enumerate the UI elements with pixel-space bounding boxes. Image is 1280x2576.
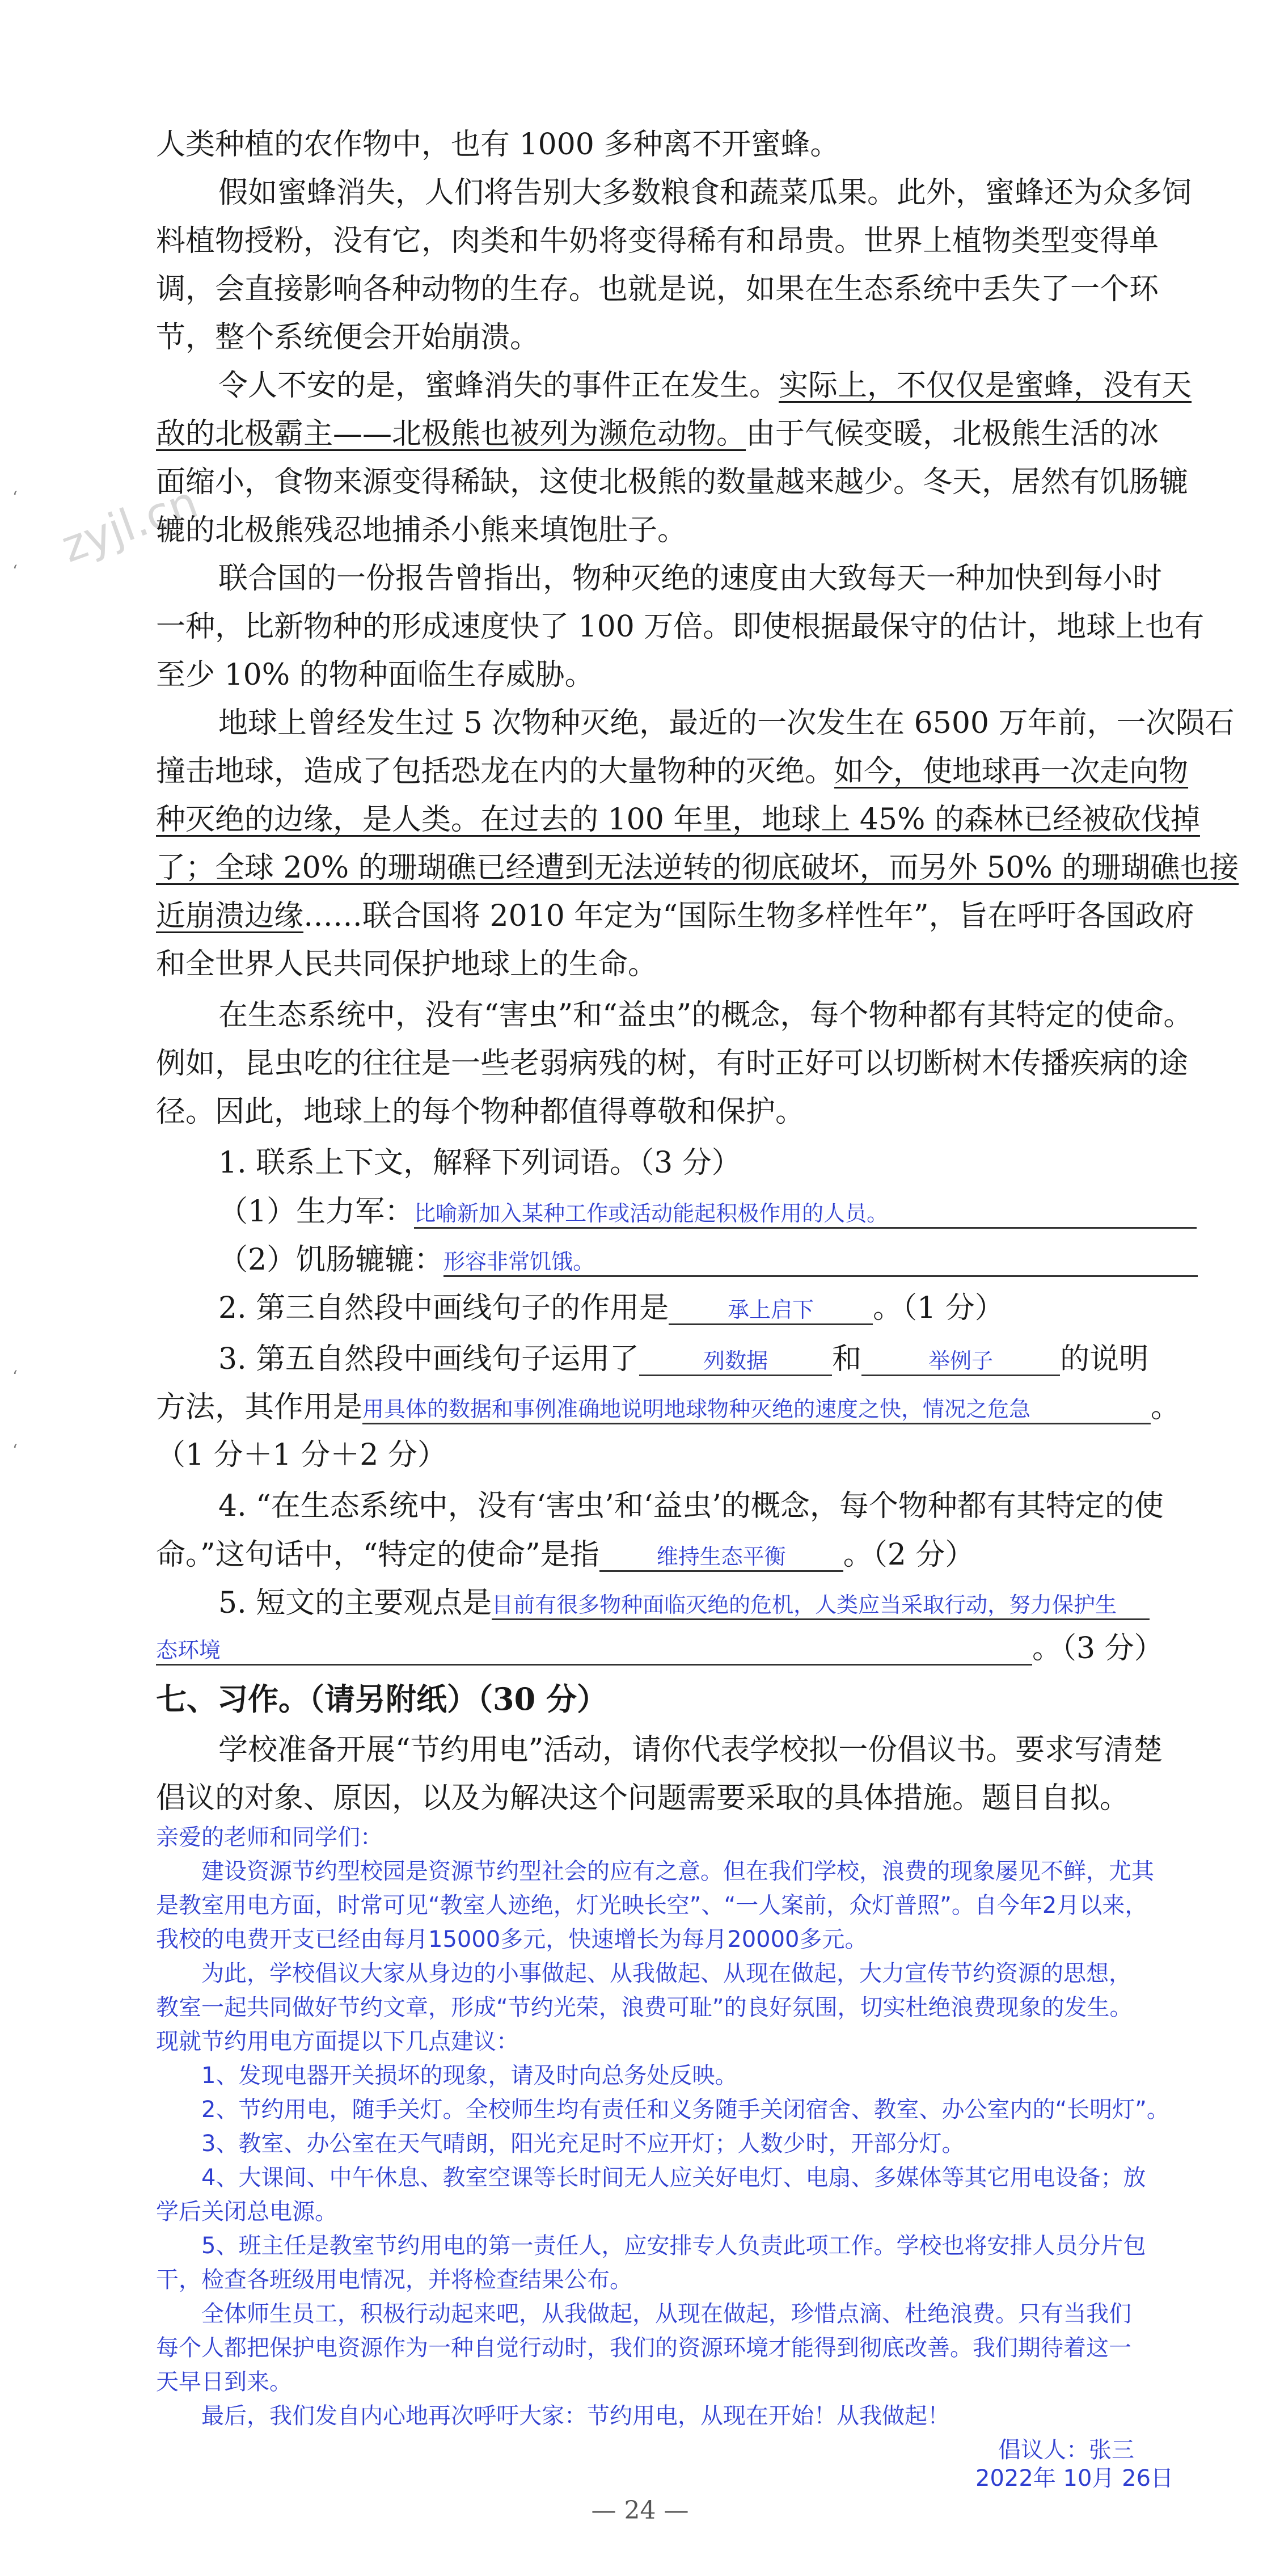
passage-line: 调，会直接影响各种动物的生存。也就是说，如果在生态系统中丢失了一个环 [156, 272, 1159, 306]
passage-line: 辘的北极熊残忍地捕杀小熊来填饱肚子。 [156, 513, 687, 547]
essay-line: 现就节约用电方面提以下几点建议： [156, 2029, 519, 2055]
passage-line [156, 754, 1189, 789]
essay-line: 最后，我们发自内心地再次呼吁大家：节约用电，从现在开始！从我做起！ [201, 2403, 950, 2429]
handwritten-answer: 态环境 [156, 1638, 221, 1663]
writing-prompt: 学校准备开展“节约用电”活动，请你代表学校拟一份倡议书。要求写清楚 [218, 1733, 1163, 1767]
essay-line: 全体师生员工，积极行动起来吧，从我做起，从现在做起，珍惜点滴、杜绝浪费。只有当我们 [201, 2301, 1131, 2327]
essay-line: 天早日到来。 [156, 2369, 292, 2395]
handwritten-answer: 维持生态平衡 [656, 1544, 786, 1569]
passage-text: 由于气候变暖，北极熊生活的冰 [746, 417, 1159, 451]
passage-text: ……联合国将 2010 年定为“国际生物多样性年”，旨在呼吁各国政府 [303, 899, 1194, 933]
answer-blank[interactable] [639, 1342, 832, 1376]
essay-line: 我校的电费开支已经由每月15000多元，快速增长为每月20000多元。 [156, 1926, 868, 1953]
passage-text: 令人不安的是，蜜蜂消失的事件正在发生。 [218, 369, 779, 403]
passage-line: 例如，昆虫吃的往往是一些老弱病残的树，有时正好可以切断树木传播疾病的途 [156, 1047, 1189, 1081]
question-text: 命。”这句话中，“特定的使命”是指 [156, 1538, 599, 1572]
question-1b [218, 1242, 1216, 1277]
passage-line [156, 899, 1194, 933]
passage-line: 联合国的一份报告曾指出，物种灭绝的速度由大致每天一种加快到每小时 [218, 562, 1163, 596]
passage-line: 径。因此，地球上的每个物种都值得尊敬和保护。 [156, 1095, 805, 1129]
handwritten-answer: 目前有很多物种面临灭绝的危机，人类应当采取行动，努力保护生 [492, 1592, 1117, 1617]
passage-line [156, 417, 1159, 451]
question-text: 。（1 分） [873, 1291, 1004, 1325]
essay-line: 为此，学校倡议大家从身边的小事做起、从我做起、从现在做起，大力宣传节约资源的思想， [201, 1961, 1131, 1987]
question-1: 1. 联系上下文，解释下列词语。（3 分） [218, 1146, 741, 1180]
handwritten-answer: 列数据 [703, 1348, 768, 1373]
question-5 [218, 1586, 1216, 1620]
question-text: 3. 第五自然段中画线句子运用了 [218, 1342, 640, 1376]
essay-line: 建设资源节约型校园是资源节约型社会的应有之意。但在我们学校，浪费的现象屡见不鲜，尤其 [201, 1858, 1154, 1884]
passage-line: 至少 10% 的物种面临生存威胁。 [156, 658, 594, 692]
margin-mark: ‘ [12, 562, 18, 580]
passage-line: 料植物授粉，没有它，肉类和牛奶将变得稀有和昂贵。世界上植物类型变得单 [156, 224, 1159, 258]
essay-line: 每个人都把保护电资源作为一种自觉行动时，我们的资源环境才能得到彻底改善。我们期待着这一 [156, 2335, 1131, 2361]
essay-line: 干，检查各班级用电情况，并将检查结果公布。 [156, 2267, 632, 2293]
question-3-line2 [156, 1390, 1181, 1424]
answer-blank[interactable] [861, 1342, 1060, 1376]
question-1a [218, 1194, 1216, 1229]
underlined-sentence: 如今，使地球再一次走向物 [834, 754, 1189, 789]
question-2 [218, 1291, 1216, 1325]
watermark: zyjl.cn [55, 477, 205, 573]
passage-line: 节，整个系统便会开始崩溃。 [156, 321, 540, 355]
handwritten-answer: 形容非常饥饿。 [443, 1249, 595, 1274]
underlined-sentence: 近崩溃边缘 [156, 899, 304, 933]
essay-line: 4、大课间、中午休息、教室空课等长时间无人应关好电灯、电扇、多媒体等其它用电设备；放 [201, 2165, 1146, 2191]
page-number: — 24 — [591, 2496, 689, 2525]
answer-blank[interactable] [443, 1242, 1198, 1277]
answer-blank[interactable] [414, 1194, 1197, 1229]
question-text: 和 [832, 1342, 862, 1376]
question-5-line2 [156, 1631, 1164, 1666]
answer-blank[interactable] [156, 1631, 1032, 1666]
underlined-sentence: 实际上，不仅仅是蜜蜂，没有天 [779, 369, 1192, 403]
question-4-line2 [156, 1537, 1154, 1572]
handwritten-answer: 比喻新加入某种工作或活动能起积极作用的人员。 [414, 1201, 889, 1226]
question-4: 4. “在生态系统中，没有‘害虫’和‘益虫’的概念，每个物种都有其特定的使 [218, 1489, 1164, 1523]
essay-line: 5、班主任是教室节约用电的第一责任人，应安排专人负责此项工作。学校也将安排人员分片包 [201, 2233, 1146, 2259]
essay-line: 3、教室、办公室在天气晴朗，阳光充足时不应开灯；人数少时，开部分灯。 [201, 2131, 965, 2157]
question-text: 5. 短文的主要观点是 [218, 1586, 492, 1620]
writing-prompt: 倡议的对象、原因，以及为解决这个问题需要采取的具体措施。题目自拟。 [156, 1781, 1130, 1815]
passage-text: 撞击地球，造成了包括恐龙在内的大量物种的灭绝。 [156, 754, 835, 789]
handwritten-answer: 举例子 [928, 1348, 994, 1373]
underlined-sentence: 种灭绝的边缘，是人类。在过去的 100 年里，地球上 45% 的森林已经被砍伐掉 [156, 803, 1200, 837]
passage-line: 面缩小，食物来源变得稀缺，这使北极熊的数量越来越少。冬天，居然有饥肠辘 [156, 465, 1189, 499]
essay-line: 2、节约用电，随手关灯。全校师生均有责任和义务随手关闭宿舍、教室、办公室内的“长明灯”。 [201, 2097, 1169, 2123]
underlined-sentence: 了；全球 20% 的珊瑚礁已经遭到无法逆转的彻底破坏，而另外 50% 的珊瑚礁也接 [156, 851, 1239, 885]
underlined-sentence: 敌的北极霸主——北极熊也被列为濒危动物。 [156, 417, 746, 451]
question-text: 2. 第三自然段中画线句子的作用是 [218, 1291, 669, 1325]
answer-blank[interactable] [492, 1586, 1150, 1620]
passage-line: 地球上曾经发生过 5 次物种灭绝，最近的一次发生在 6500 万年前，一次陨石 [218, 706, 1235, 740]
passage-line [218, 369, 1216, 403]
margin-mark: ‘ [12, 1441, 18, 1460]
section-heading: 七、习作。（请另附纸）（30 分） [156, 1681, 607, 1717]
answer-blank[interactable] [362, 1390, 1151, 1424]
question-text: 的说明 [1060, 1342, 1149, 1376]
essay-line: 亲爱的老师和同学们： [156, 1824, 383, 1850]
question-text: 方法，其作用是 [156, 1390, 363, 1424]
essay-line: 教室一起共同做好节约文章，形成“节约光荣，浪费可耻”的良好氛围，切实杜绝浪费现象的发生。 [156, 1995, 1133, 2021]
question-text: 。 [1151, 1390, 1181, 1424]
question-3 [218, 1342, 1216, 1376]
question-label: （1）生力军： [218, 1195, 415, 1229]
passage-line: 人类种植的农作物中，也有 1000 多种离不开蜜蜂。 [156, 128, 840, 162]
passage-line: 一种，比新物种的形成速度快了 100 万倍。即使根据最保守的估计，地球上也有 [156, 610, 1205, 644]
question-3-score: （1 分＋1 分＋2 分） [156, 1438, 447, 1472]
passage-line: 在生态系统中，没有“害虫”和“益虫”的概念，每个物种都有其特定的使命。 [218, 998, 1193, 1032]
passage-line: 假如蜜蜂消失，人们将告别大多数粮食和蔬菜瓜果。此外，蜜蜂还为众多饲 [218, 176, 1192, 210]
question-text: 。（2 分） [843, 1538, 975, 1572]
answer-blank[interactable] [669, 1291, 873, 1325]
passage-line: 和全世界人民共同保护地球上的生命。 [156, 947, 658, 981]
question-text: 。（3 分） [1032, 1631, 1164, 1666]
margin-mark: ‘ [12, 1367, 18, 1386]
handwritten-answer: 承上启下 [728, 1297, 814, 1322]
margin-mark: ‘ [12, 488, 18, 507]
signer: 倡议人：张三 [998, 2437, 1134, 2463]
essay-line: 学后关闭总电源。 [156, 2199, 337, 2225]
question-label: （2）饥肠辘辘： [218, 1243, 444, 1277]
date: 2022年 10月 26日 [975, 2465, 1174, 2491]
essay-line: 是教室用电方面，时常可见“教室人迹绝，灯光映长空”、“一人案前，众灯普照”。自今年2月以来， [156, 1892, 1148, 1919]
handwritten-answer: 用具体的数据和事例准确地说明地球物种灭绝的速度之快，情况之危急 [362, 1397, 1031, 1422]
essay-line: 1、发现电器开关损坏的现象，请及时向总务处反映。 [201, 2063, 738, 2089]
answer-blank[interactable] [599, 1537, 843, 1572]
